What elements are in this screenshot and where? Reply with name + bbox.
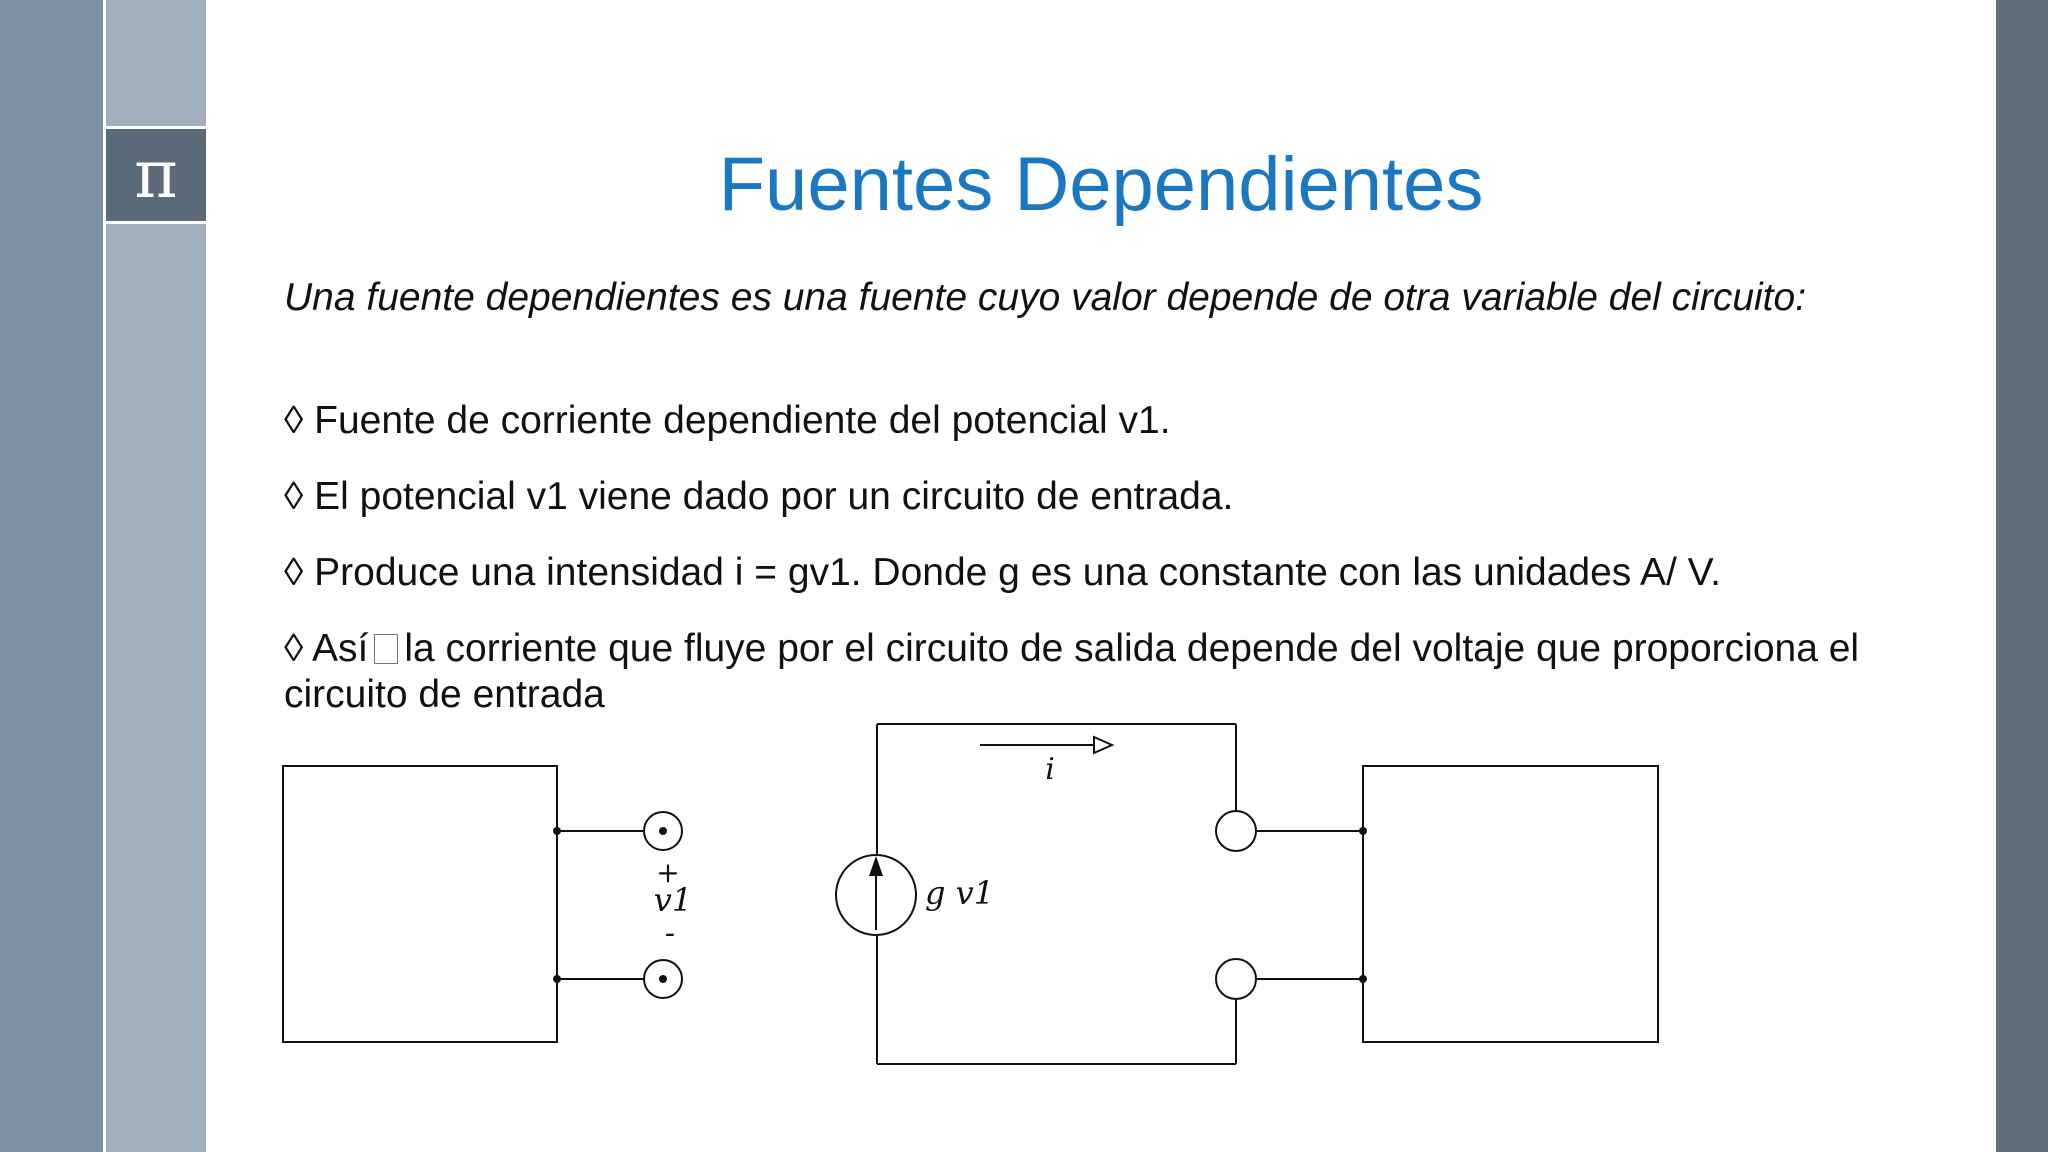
voltage-label: v1 xyxy=(653,881,693,919)
pi-icon: π xyxy=(134,136,178,213)
terminal-top-output xyxy=(1216,811,1256,851)
minus-label: - xyxy=(664,916,676,951)
bullet-text-start: Así xyxy=(311,627,369,670)
current-arrow-head xyxy=(1094,737,1112,753)
bullet-diamond-icon: ◊ xyxy=(284,475,304,518)
bullet-text: El potencial v1 viene dado por un circuito de entrada. xyxy=(314,475,1234,518)
input-circuit-box xyxy=(283,766,557,1042)
output-circuit-box xyxy=(1363,766,1658,1042)
bullet-diamond-icon: ◊ xyxy=(284,399,304,442)
bullet-diamond-icon: ◊ xyxy=(284,551,304,594)
bullet-text: Fuente de corriente dependiente del potencial v1. xyxy=(314,399,1171,442)
bullet-diamond-icon: ◊ xyxy=(284,627,304,670)
slide-title: Fuentes Dependientes xyxy=(718,142,1484,227)
terminal-bottom-output xyxy=(1216,959,1256,999)
intro-text: Una fuente dependientes es una fuente cuyo valor depende de otra variable del circuito: xyxy=(284,276,1807,319)
bullet-text: Produce una intensidad i = gv1. Donde g es una constante con las unidades A/ V. xyxy=(314,551,1721,594)
current-label: i xyxy=(1045,752,1055,787)
plus-label: + xyxy=(656,856,680,889)
source-label: g v1 xyxy=(925,874,995,912)
bullet-text-end: la corriente que fluye por el circuito de salida depende del voltaje que proporciona el circuito de entrada xyxy=(284,627,1860,716)
